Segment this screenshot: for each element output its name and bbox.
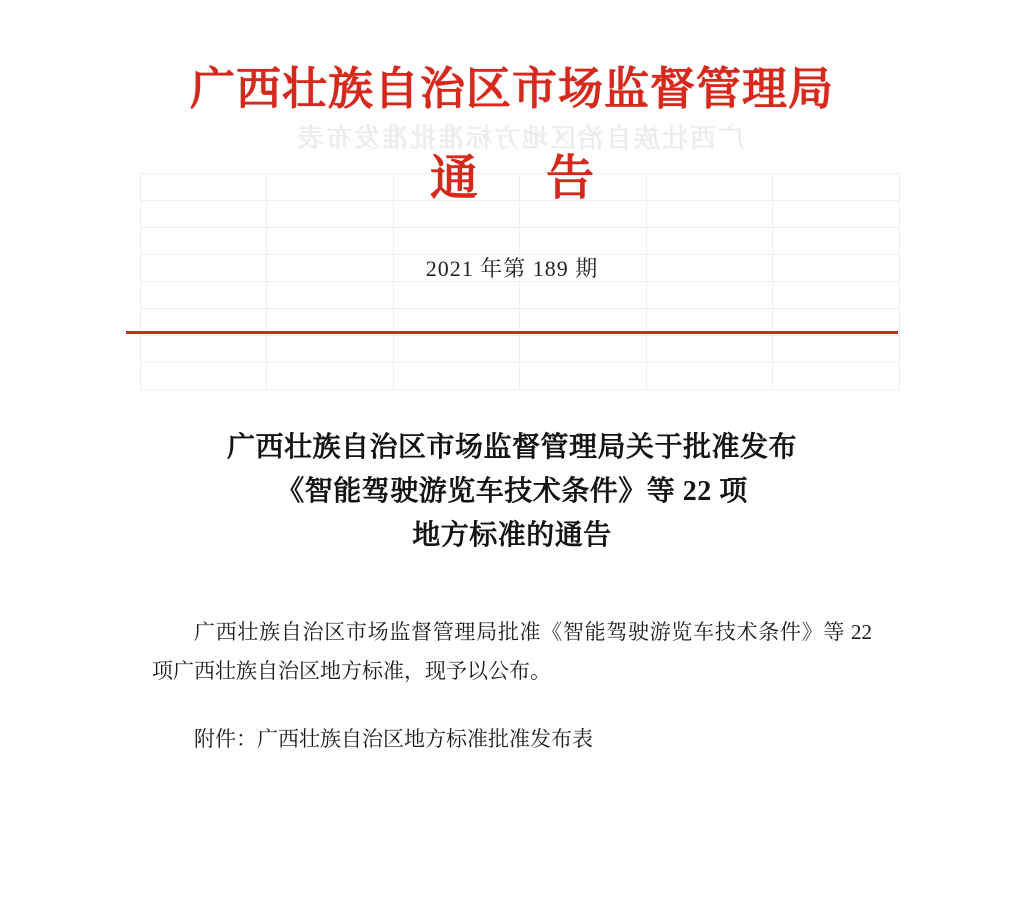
body-paragraph-1: 广西壮族自治区市场监督管理局批准《智能驾驶游览车技术条件》等 22 项广西壮族自治区地方标准，现予以公布。 [152,619,872,683]
document-title-line-1: 广西壮族自治区市场监督管理局关于批准发布 [226,432,797,463]
attachment-line: 附件：广西壮族自治区地方标准批准发布表 [194,727,593,752]
document-title-line-2: 《智能驾驶游览车技术条件》等 22 项 [276,476,748,508]
document-title-line-3: 地方标准的通告 [412,520,612,552]
red-divider-rule [126,331,898,334]
bleedthrough-title: 广西壮族自治区地方标准批准发布表 [296,124,745,153]
issue-number: 2021 年第 189 期 [425,256,599,281]
document-kind-heading: 通 告 [429,152,622,205]
issuing-authority-masthead: 广西壮族自治区市场监督管理局 [189,64,834,114]
document-title [0,426,1024,559]
document-body [152,613,872,760]
